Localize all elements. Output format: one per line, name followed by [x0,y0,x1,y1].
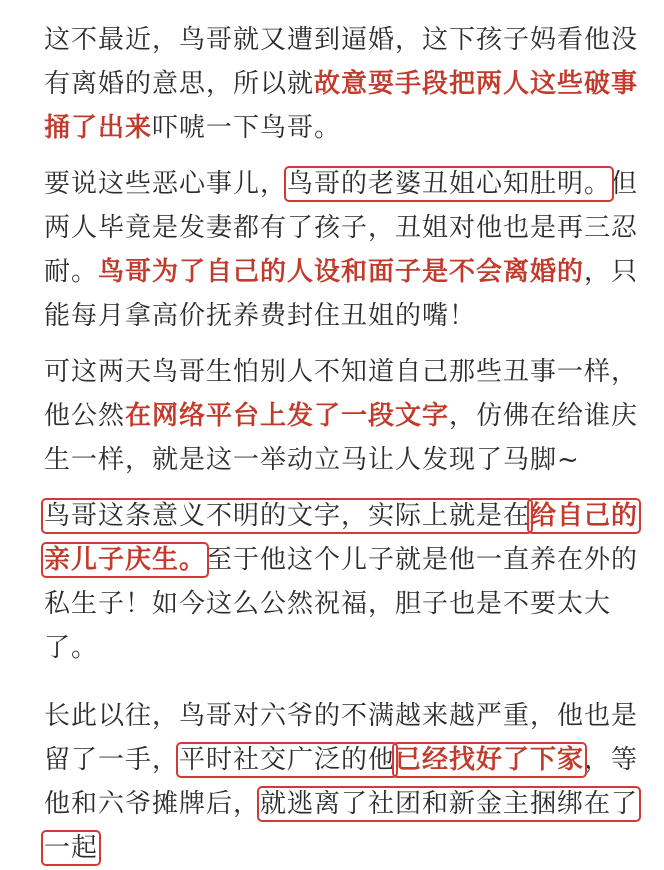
text-segment: 这不最近，鸟哥就又遭到逼婚，这下孩子妈看他没有离婚的意思，所以就 [44,25,639,99]
highlighted-text: 鸟哥为了自己的人设和面子是不会离婚的 [98,257,585,287]
boxed-text: 已经找好了下家 [395,745,585,775]
text-segment: 长此以往，鸟哥对六爷的不满越来越严重，他也是留了一手， [44,701,639,775]
text-segment: ，仿佛在给谁庆生一样，就是这一举动立马让人发现了马脚~ [44,401,639,475]
text-segment: 要说这些恶心事儿， [44,169,288,199]
boxed-text: 就逃离了社团和新金主捆绑在了一起 [44,789,639,863]
text-segment: 但两人毕竟是发妻都有了孩子，丑姐对他也是再三忍耐。 [44,169,639,287]
boxed-text: 鸟哥的老婆丑姐心知肚明。 [287,169,612,199]
paragraph-3 [44,350,644,482]
boxed-text: 平时社交广泛的他 [179,745,396,775]
highlighted-text: 故意耍手段把两人这些破事捅了出来 [44,69,639,143]
paragraph-2 [44,162,644,338]
text-segment: 吓唬一下鸟哥。 [152,113,342,143]
text-segment: 可这两天鸟哥生怕别人不知道自己那些丑事一样，他公然 [44,357,639,431]
highlighted-text: 在网络平台上发了一段文字 [125,401,450,431]
text-segment: 至于他这个儿子就是他一直养在外的私生子！如今这么公然祝福，胆子也是不要太大了。 [44,545,639,663]
boxed-text: 给自己的 [530,501,639,531]
text-segment: ，等他和六爷摊牌后， [44,745,639,819]
paragraph-4 [44,494,644,670]
paragraph-5 [44,694,644,870]
text-segment: ，只能每月拿高价抚养费封住丑姐的嘴！ [44,257,639,331]
paragraph-1 [44,18,644,150]
boxed-text: 鸟哥这条意义不明的文字，实际上就是在 [44,501,531,531]
boxed-text: 亲儿子庆生。 [44,545,207,575]
